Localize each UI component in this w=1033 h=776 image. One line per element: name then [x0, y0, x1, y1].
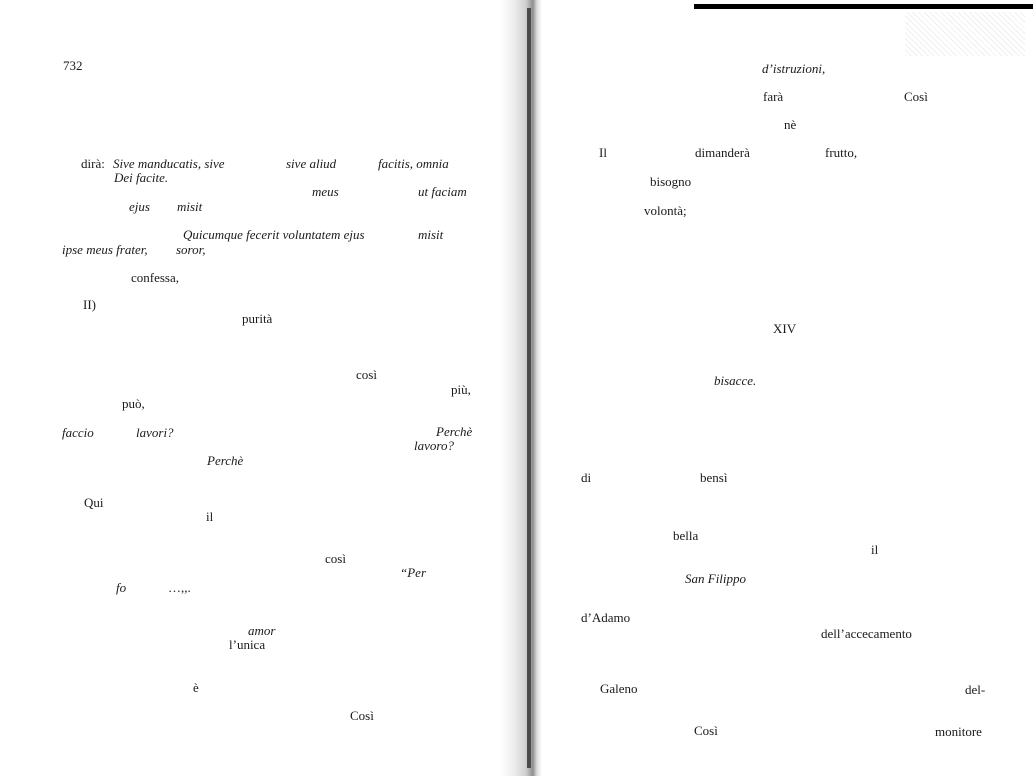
text-fragment: sive aliud — [286, 156, 337, 171]
text-fragment: …,,. — [168, 580, 191, 595]
chapter-heading: XIV — [773, 321, 797, 336]
text-fragment: l’unica — [229, 637, 266, 652]
text-fragment: Perchè — [436, 424, 473, 439]
text-fragment: confessa, — [131, 270, 180, 285]
text-fragment: può, — [122, 396, 145, 411]
text-fragment: più, — [451, 382, 471, 397]
text-fragment: Qui — [84, 495, 104, 510]
text-fragment: ejus — [129, 199, 150, 214]
text-fragment: misit — [418, 227, 444, 242]
text-fragment: bella — [673, 528, 699, 543]
text-fragment: di — [581, 470, 592, 485]
page-number: 732 — [63, 58, 83, 73]
text-fragment: fo — [116, 580, 127, 595]
text-fragment: ipse meus frater, — [62, 242, 148, 257]
gutter-edge — [527, 8, 531, 768]
text-fragment: bisogno — [650, 174, 692, 189]
text-fragment: è — [193, 680, 199, 695]
text-fragment: d’istruzioni, — [762, 61, 826, 76]
text-fragment: “Per — [400, 565, 426, 580]
text-fragment: volontà; — [644, 203, 687, 218]
text-fragment: dimanderà — [695, 145, 750, 160]
left-page — [0, 0, 510, 776]
text-fragment: dell’accecamento — [821, 626, 912, 641]
text-fragment: nè — [784, 117, 797, 132]
text-fragment: meus — [312, 184, 339, 199]
text-fragment: d’Adamo — [581, 610, 631, 625]
text-fragment: soror, — [176, 242, 206, 257]
text-fragment: Dei facite. — [114, 170, 169, 185]
text-fragment: bisacce. — [714, 373, 757, 388]
text-fragment: San Filippo — [685, 571, 747, 586]
text-fragment: facitis, omnia — [378, 156, 449, 171]
text-fragment: Così — [904, 89, 928, 104]
text-fragment: Quicumque fecerit voluntatem ejus — [183, 227, 365, 242]
text-fragment: Così — [694, 723, 718, 738]
text-fragment: il — [206, 509, 214, 524]
text-fragment: monitore — [935, 724, 982, 739]
text-fragment: Sive manducatis, sive — [113, 156, 225, 171]
right-page — [540, 0, 1033, 776]
text-fragment: II) — [83, 297, 96, 312]
text-fragment: lavoro? — [414, 438, 454, 453]
text-fragment: farà — [763, 89, 784, 104]
text-fragment: bensì — [700, 470, 728, 485]
text-fragment: ut faciam — [418, 184, 467, 199]
text-fragment: amor — [248, 623, 276, 638]
text-fragment: misit — [177, 199, 203, 214]
text-fragment: così — [356, 367, 377, 382]
text-fragment: Galeno — [600, 681, 638, 696]
text-fragment: faccio — [62, 425, 94, 440]
text-fragment: così — [325, 551, 346, 566]
text-fragment: frutto, — [825, 145, 858, 160]
text-fragment: Perchè — [207, 453, 244, 468]
text-fragment: lavori? — [136, 425, 174, 440]
text-fragment: del- — [965, 682, 986, 697]
text-fragment: dirà: — [81, 156, 105, 171]
text-fragment: Il — [599, 145, 607, 160]
text-fragment: Così — [350, 708, 374, 723]
text-fragment: purità — [242, 311, 273, 326]
text-fragment: il — [871, 542, 879, 557]
book-gutter — [500, 0, 542, 776]
